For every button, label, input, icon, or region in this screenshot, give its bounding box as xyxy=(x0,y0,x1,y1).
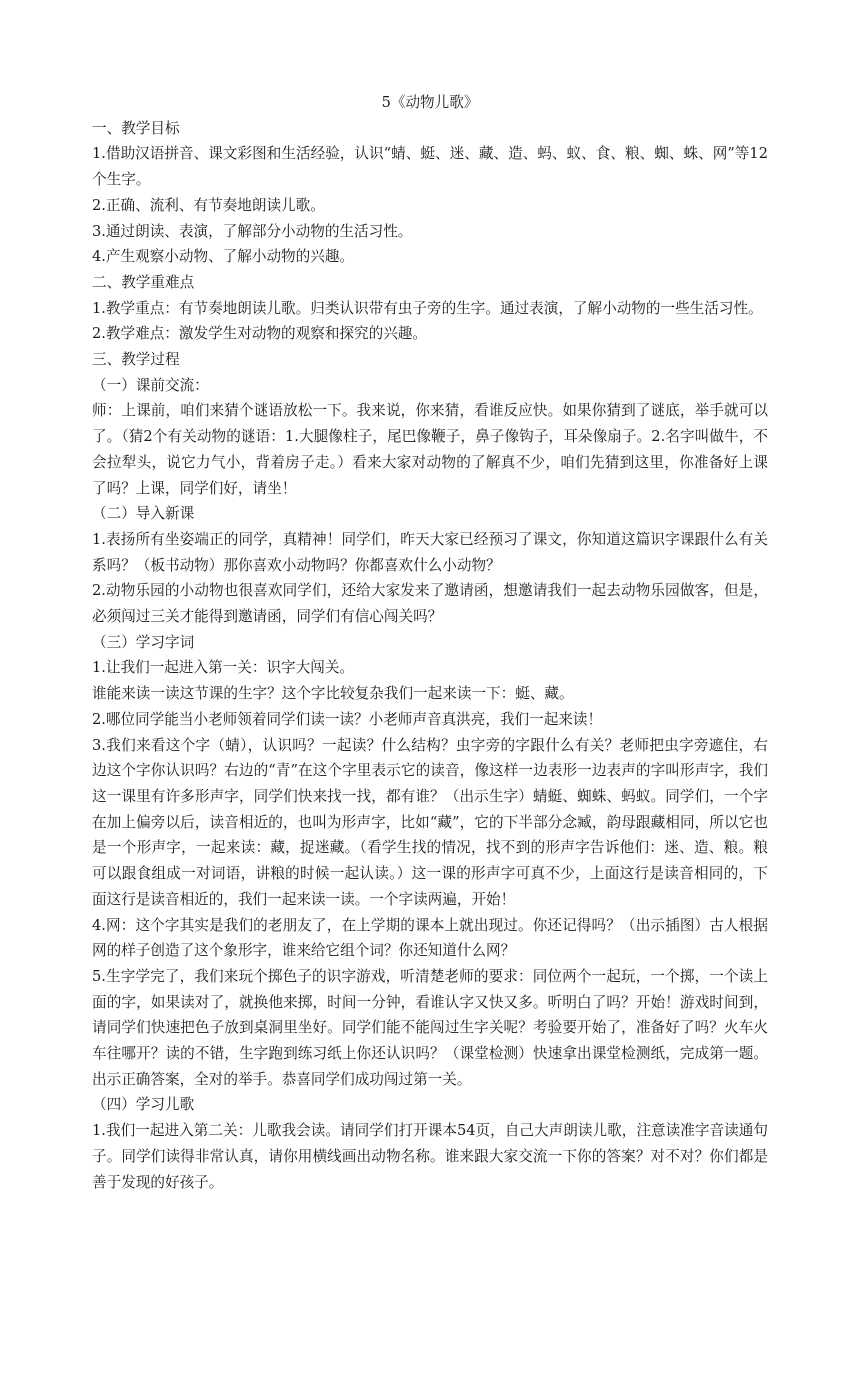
subheading-introduction: （二）导入新课 xyxy=(92,505,195,523)
vocabulary-paragraph-6: 5.生字学完了，我们来玩个掷色子的识字游戏，听清楚老师的要求：同位两个一起玩，一个掷，一个读上面的字，如果读对了，就换他来掷，时间一分钟，看谁认字又快又多。听明白了吗？开始！游戏时间到，请同学们快速把色子放到桌洞里坐好。同学们能不能闯过生字关呢？考验要开始了，准备好了吗？火车火车往哪开？读的不错，生字跑到练习纸上你还认识吗？（课堂检测）快速拿出课堂检测纸，完成第一题。出示正确答案，全对的举手。恭喜同学们成功闯过第一关。 xyxy=(92,967,768,1088)
introduction-paragraph-1: 1.表扬所有坐姿端正的同学，真精神！同学们，昨天大家已经预习了课文，你知道这篇识字课跟什么有关系吗？（板书动物）那你喜欢小动物吗？你都喜欢什么小动物？ xyxy=(92,530,768,574)
introduction-paragraph-2: 2.动物乐园的小动物也很喜欢同学们，还给大家发来了邀请函，想邀请我们一起去动物乐园做客，但是，必须闯过三关才能得到邀请函，同学们有信心闯关吗？ xyxy=(92,582,768,626)
key-point-2: 2.教学难点：激发学生对动物的观察和探究的兴趣。 xyxy=(92,325,427,343)
goal-2: 2.正确、流利、有节奏地朗读儿歌。 xyxy=(92,196,325,214)
vocabulary-paragraph-4: 3.我们来看这个字（蜻），认识吗？一起读？什么结构？虫字旁的字跟什么有关？老师把虫字旁遮住，右边这个字你认识吗？右边的“青”在这个字里表示它的读音，像这样一边表形一边表声的字叫形声字，我们这一课里有许多形声字，同学们快来找一找，都有谁？（出示生字）蜻蜓、蜘蛛、蚂蚁。同学们，一个字在加上偏旁以后，读音相近的，也叫为形声字，比如“藏”，它的下半部分念臧，韵母跟藏相同，所以它也是一个形声字，一起来读：藏，捉迷藏。（看学生找的情况，找不到的形声字告诉他们：迷、造、粮。粮可以跟食组成一对词语，讲粮的时候一起认读。）这一课的形声字可真不少，上面这行是读音相同的，下面这行是读音相近的，我们一起来读一读。一个字读两遍，开始！ xyxy=(92,736,768,908)
document-page xyxy=(92,90,768,1195)
heading-key-points: 二、教学重难点 xyxy=(92,273,195,291)
vocabulary-paragraph-3: 2.哪位同学能当小老师领着同学们读一读？小老师声音真洪亮，我们一起来读！ xyxy=(92,710,603,728)
goal-4: 4.产生观察小动物、了解小动物的兴趣。 xyxy=(92,248,355,266)
heading-teaching-goals: 一、教学目标 xyxy=(92,119,180,137)
subheading-vocabulary: （三）学习字词 xyxy=(92,633,195,651)
key-point-1: 1.教学重点：有节奏地朗读儿歌。归类认识带有虫子旁的生字。通过表演，了解小动物的一些生活习性。 xyxy=(92,299,763,317)
nursery-rhyme-paragraph-1: 1.我们一起进入第二关：儿歌我会读。请同学们打开课本54页，自己大声朗读儿歌，注意读准字音读通句子。同学们读得非常认真，请你用横线画出动物名称。谁来跟大家交流一下你的答案？对不对？你们都是善于发现的好孩子。 xyxy=(92,1122,768,1191)
document-title: 5《动物儿歌》 xyxy=(381,94,479,111)
vocabulary-paragraph-1: 1.让我们一起进入第一关：识字大闯关。 xyxy=(92,659,355,677)
pre-class-paragraph: 师：上课前，咱们来猜个谜语放松一下。我来说，你来猜，看谁反应快。如果你猜到了谜底，举手就可以了。（猜2个有关动物的谜语：1.大腿像柱子，尾巴像鞭子，鼻子像钩子，耳朵像扇子。2.名字叫做牛，不会拉犁头，说它力气小，背着房子走。）看来大家对动物的了解真不少，咱们先猜到这里，你准备好上课了吗？上课，同学们好，请坐！ xyxy=(92,402,768,497)
goal-3: 3.通过朗读、表演，了解部分小动物的生活习性。 xyxy=(92,222,413,240)
vocabulary-paragraph-5: 4.网：这个字其实是我们的老朋友了，在上学期的课本上就出现过。你还记得吗？（出示插图）古人根据网的样子创造了这个象形字，谁来给它组个词？你还知道什么网？ xyxy=(92,916,768,960)
goal-1: 1.借助汉语拼音、课文彩图和生活经验，认识“蜻、蜓、迷、藏、造、蚂、蚁、食、粮、蜘、蛛、网”等12个生字。 xyxy=(92,145,768,189)
subheading-nursery-rhyme: （四）学习儿歌 xyxy=(92,1096,195,1114)
vocabulary-paragraph-2: 谁能来读一读这节课的生字？这个字比较复杂我们一起来读一下：蜓、藏。 xyxy=(92,685,574,703)
subheading-pre-class: （一）课前交流： xyxy=(92,376,209,394)
heading-teaching-process: 三、教学过程 xyxy=(92,351,180,369)
